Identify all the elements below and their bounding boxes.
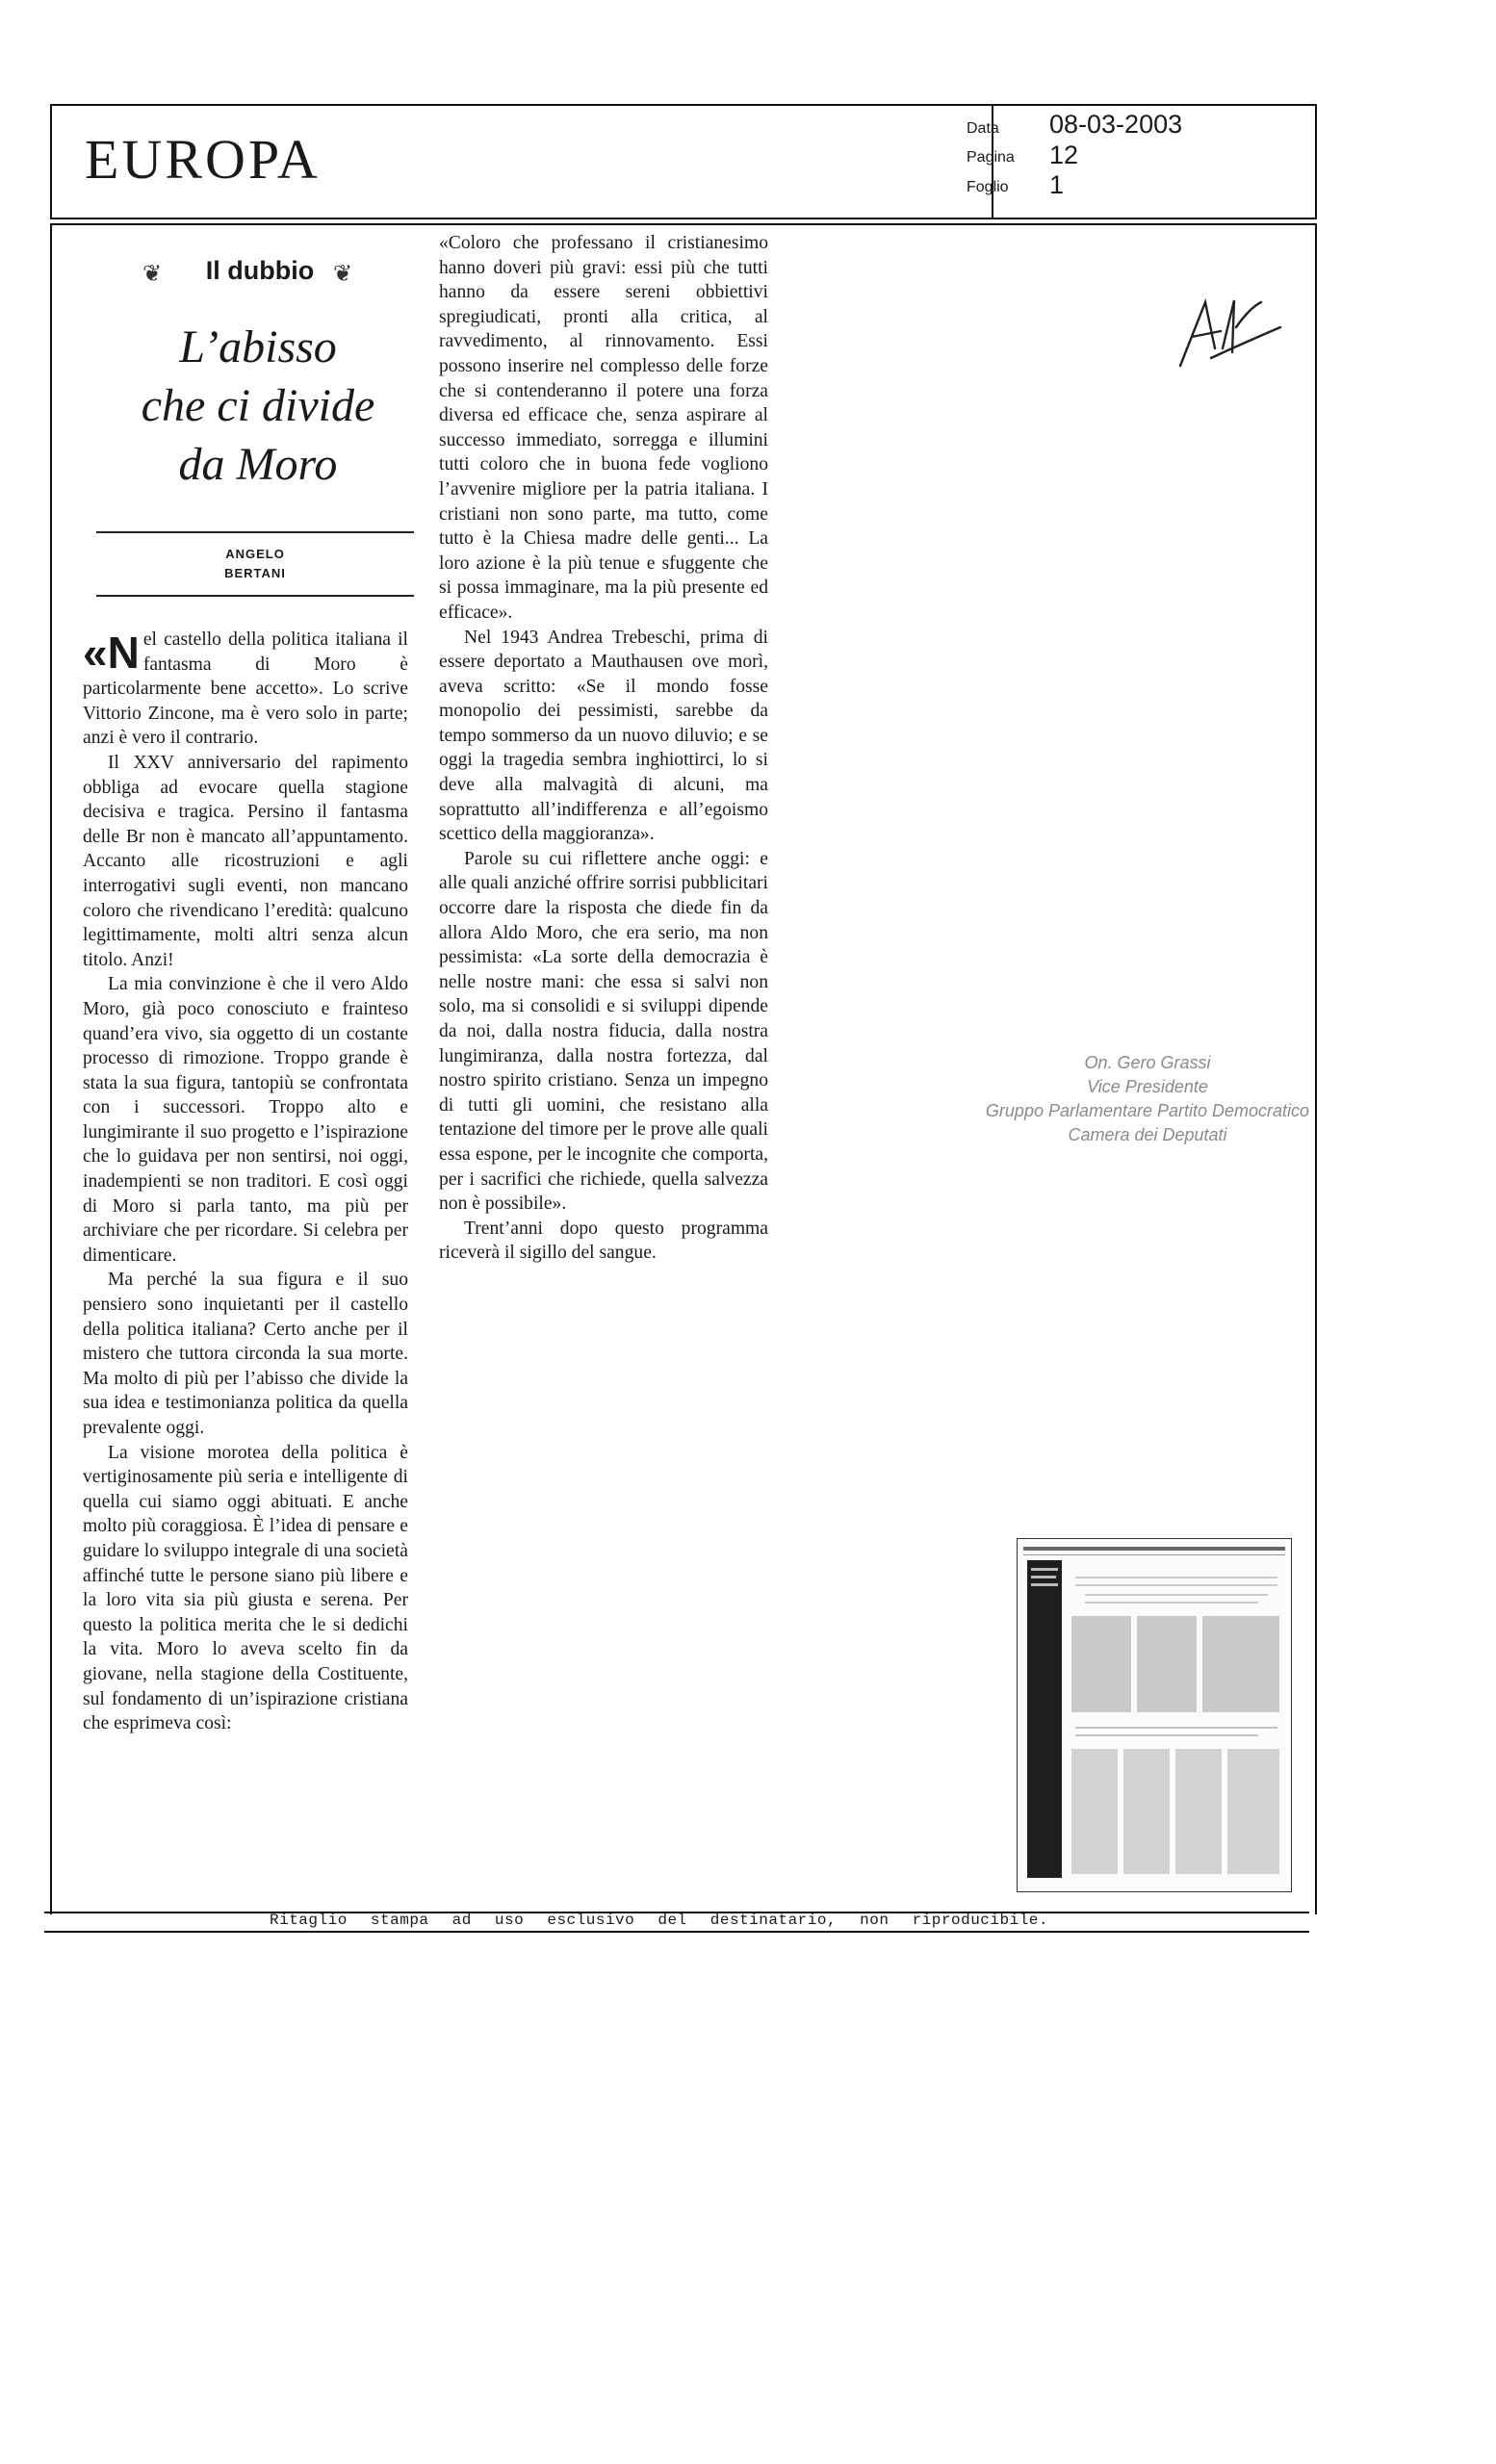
ornament-right-icon: ❦	[333, 262, 353, 287]
headline	[98, 318, 418, 494]
byline-rule-top	[96, 531, 414, 533]
footer-notice: Ritaglio stampa ad uso esclusivo del destinatario, non riproducibile.	[270, 1912, 1049, 1929]
paragraph: «Coloro che professano il cristianesimo hanno doveri più gravi: essi più che tutti hanno da essere sereni obbiettivi spregiudicati, pronti alla critica, al ravvedimento, al rinnovamento. Essi possono inserire nel complesso delle forze che si contenderanno il potere una forza diversa ed efficace che, senza aspirare al successo immediato, sorregga e illumini tutti coloro che in buona fede vogliono l’avvenire migliore per la patria italiana. I cristiani non sono parte, ma tutto, come tutto è la Chiesa madre delle genti... La loro azione è la più tenue e sfuggente che si possa immaginare, ma la più presente ed efficace».	[439, 233, 768, 623]
footer-rule-bottom	[44, 1931, 1309, 1933]
data-label: Data	[967, 120, 999, 137]
paragraph: Parole su cui riflettere anche oggi: e alle quali anziché offrire sorrisi pubblicitari occorre dare la risposta che diede fin da allora Aldo Moro, che era serio, ma non pessimista: «La sorte della democrazia è nelle nostre mani: che essa si salvi non solo, ma si consolidi e si sviluppi dipende da noi, dalla nostra fiducia, dalla nostra lungimiranza, dalla nostra fortezza, dal nostro spirito cristiano. Senza un impegno di tutti gli uomini, che resistano alla tentazione del timore per le prove alle quali essa espone, per le incognite che comporta, per i sacrifici che richiede, quella salvezza non è possibile».	[439, 848, 768, 1215]
kicker: Il dubbio	[205, 256, 315, 285]
byline-rule-bottom	[96, 595, 414, 597]
page-thumbnail-image	[1018, 1539, 1291, 1891]
paragraph: La visione morotea della politica è vertiginosamente più seria e intelligente di quella cui siamo oggi abituati. E anche molto più coraggiosa. È l’idea di pensare e guidare lo sviluppo integrale di una società affinché tutte le persone siano più libere e la loro vita sia più giusta e serena. Per questo la politica merita che le si dedichi la vita. Moro lo aveva scelto fin da giovane, nella stagione della Costituente, sul fondamento di un’ispirazione cristiana che esprimeva così:	[83, 1442, 408, 1734]
paragraph: Nel 1943 Andrea Trebeschi, prima di essere deportato a Mauthausen ove morì, aveva scritto: «Se il mondo fosse monopolio dei pessimisti, sarebbe da tempo sommerso da un nuovo diluvio; e se oggi la tragedia sembra inghiottirci, lo si deve alla malvagità di alcuni, ma soprattutto all’indifferenza e all’egoismo scettico della maggioranza».	[439, 627, 768, 845]
publication-title: EUROPA	[85, 128, 321, 191]
byline	[96, 545, 414, 583]
headline-line: L’abisso	[179, 321, 337, 372]
author-first-name: ANGELO	[225, 547, 285, 561]
foglio-label: Foglio	[967, 179, 1009, 195]
paragraph	[83, 628, 408, 751]
author-last-name: BERTANI	[224, 566, 286, 580]
article-column-1	[83, 628, 408, 1736]
page-thumbnail	[1017, 1538, 1292, 1892]
pagina-value: 12	[1049, 141, 1079, 169]
drop-cap: «N	[83, 628, 140, 678]
stamp-line: Gruppo Parlamentare Partito Democratico	[985, 1101, 1310, 1120]
ornament-left-icon: ❦	[142, 262, 163, 287]
foglio-value: 1	[1049, 170, 1065, 199]
headline-line: che ci divide	[141, 380, 375, 431]
paragraph: La mia convinzione è che il vero Aldo Moro, già poco conosciuto e frainteso quand’era vivo, sia oggetto di un costante processo di rimozione. Troppo grande è stata la sua figura, tantopiù se confrontata con i successori. Troppo alto e lungimirante il suo progetto e l’ispirazione che lo guidava per non sentirsi, noi oggi, inadempienti se non traditori. E così oggi di Moro si parla tanto, ma più per archiviare che per ricordare. Si celebra per dimenticare.	[83, 974, 408, 1266]
stamp-line: On. Gero Grassi	[1084, 1053, 1211, 1072]
paragraph-text: el castello della politica italiana il fantasma di Moro è particolarmente bene accetto». Lo scrive Vittorio Zincone, ma è vero solo in parte; anzi è vero il contrario.	[83, 629, 408, 749]
paragraph: Il XXV anniversario del rapimento obbliga ad evocare quella stagione decisiva e tragica. Persino il fantasma delle Br non è mancato all’appuntamento. Accanto alle ricostruzioni e agli interrogativi sugli eventi, non mancano coloro che rivendicano l’eredità: qualcuno legittimamente, molti altri senza alcun titolo. Anzi!	[83, 752, 408, 970]
stamp-line: Camera dei Deputati	[1068, 1125, 1227, 1144]
article-column-2	[439, 231, 768, 1266]
paragraph: Ma perché la sua figura e il suo pensiero sono inquietanti per il castello della politica italiana? Certo anche per il mistero che tuttora circonda la sua morte. Ma molto di più per l’abisso che divide la sua idea e testimonianza politica da quella prevalente oggi.	[83, 1270, 408, 1438]
headline-line: da Moro	[178, 439, 338, 490]
handwritten-signature	[1173, 289, 1288, 375]
stamp-line: Vice Presidente	[1087, 1077, 1208, 1096]
pagina-label: Pagina	[967, 149, 1015, 166]
stamp	[936, 1051, 1359, 1147]
data-value: 08-03-2003	[1049, 110, 1183, 139]
paragraph: Trent’anni dopo questo programma riceverà il sigillo del sangue.	[439, 1218, 768, 1264]
